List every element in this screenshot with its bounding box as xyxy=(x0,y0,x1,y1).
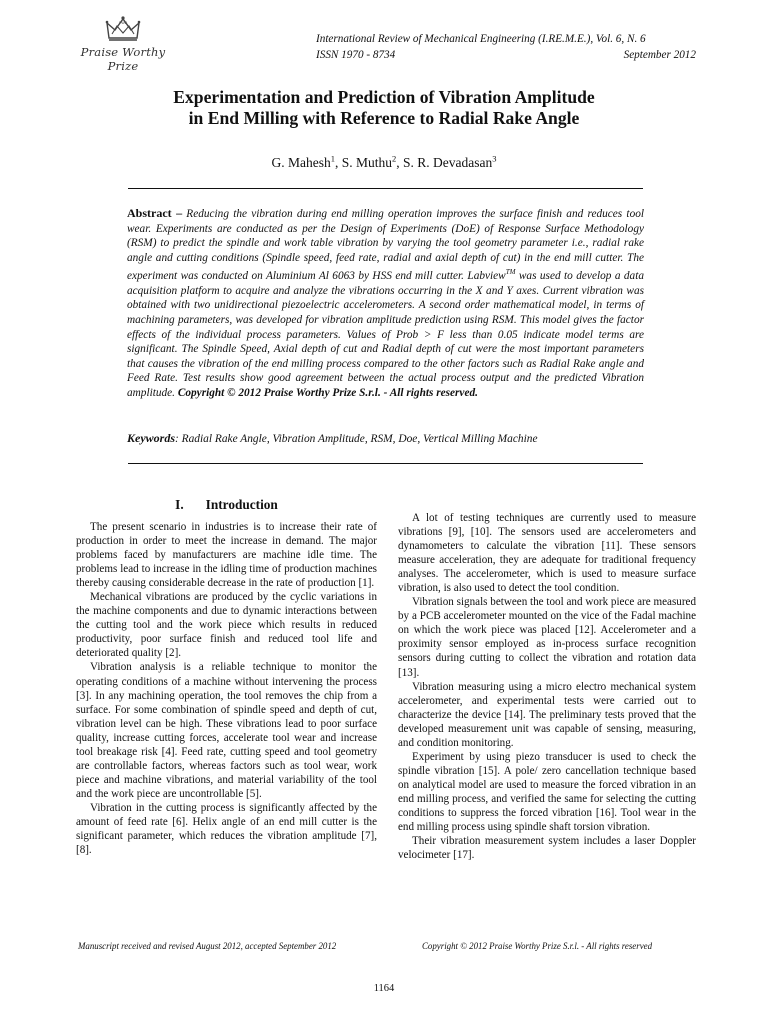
journal-line: International Review of Mechanical Engineering (I.RE.M.E.), Vol. 6, N. 6 xyxy=(316,33,646,45)
left-column xyxy=(76,520,377,857)
footer-copyright: Copyright © 2012 Praise Worthy Prize S.r.l. - All rights reserved xyxy=(422,941,653,951)
paragraph: Experiment by using piezo transducer is used to check the spindle vibration [15]. A pole/ zero cancellation technique based on analytical model are used to measure the forced vibration in an end milling process, and verified the same for selecting the cutting conditions to suppress the forced vibration [16]. Tool wear in the end milling process using spindle shaft torsion vibration. xyxy=(398,750,696,834)
keywords xyxy=(127,431,644,446)
title-line-1: Experimentation and Prediction of Vibration Amplitude xyxy=(173,87,595,107)
paragraph: Vibration measuring using a micro electro mechanical system accelerometer, and experimental tests were carried out to characterize the device [14]. The preliminary tests proved that the developed measurement unit was capable of sensing, measuring, and condition monitoring. xyxy=(398,680,696,749)
paragraph: A lot of testing techniques are currently used to measure vibrations [9], [10]. The sensors used are accelerometers and dynamometers to calculate the vibration [11]. These sensors measure acceleration, they are adequate for traditional frequency analyses. The accelerometer, which is used to measure surface vibration, is also used to detect the tool condition. xyxy=(398,512,696,595)
logo-badge: PWP xyxy=(119,21,127,25)
paragraph: Their vibration measurement system includes a laser Doppler velocimeter [17]. xyxy=(398,835,696,862)
abstract-label: Abstract – xyxy=(127,206,183,220)
keywords-text: : Radial Rake Angle, Vibration Amplitude, RSM, Doe, Vertical Milling Machine xyxy=(175,433,538,445)
author: G. Mahesh$^1$, xyxy=(271,153,342,170)
author: S. Muthu$^2$, xyxy=(341,153,404,170)
section-number: I. xyxy=(175,497,184,512)
author-list xyxy=(110,153,658,171)
title-line-2: in End Milling with Reference to Radial Rake Angle xyxy=(188,108,580,128)
section-title: Introduction xyxy=(205,497,278,512)
paragraph: Vibration in the cutting process is significantly affected by the amount of feed rate [6]. Helix angle of an end mill cutter is the significant parameter, which reduces the vibration amplitude [7], [8]. xyxy=(76,801,377,857)
paper-title xyxy=(110,87,658,129)
issn: ISSN 1970 - 8734 xyxy=(316,49,396,61)
crown-logo-icon xyxy=(103,14,143,44)
abstract-copyright: Copyright © 2012 Praise Worthy Prize S.r.l. - All rights reserved. xyxy=(177,386,478,399)
issue-date: September 2012 xyxy=(623,49,696,61)
abstract xyxy=(127,206,644,400)
author: S. R. Devadasan$^3$ xyxy=(403,153,497,170)
divider-top xyxy=(128,188,643,189)
right-column xyxy=(398,511,696,862)
journal-header xyxy=(316,31,696,63)
page-number: 1164 xyxy=(373,983,395,994)
paragraph: Mechanical vibrations are produced by the cyclic variations in the machine components and due to dynamic interactions between the cutting tool and the work piece which results in reduced productivity, poor surface finish and reduced tool life and deteriorated quality [2]. xyxy=(76,591,377,660)
paragraph: The present scenario in industries is to increase their rate of production in order to meet the increase in demand. The major problems faced by manufacturers are machine idle time. The problems lead to increase in the idling time of production machines thereby causing considerable decrease in the rate of production [1]. xyxy=(76,521,377,590)
paragraph: Vibration analysis is a reliable technique to monitor the operating conditions of a machine without intervening the process [3]. In any machining operation, the tool removes the chip from a surface. For some combination of spindle speed and depth of cut, vibration level can be high. These vibrations lead to poor surface quality, increase cutting forces, accelerate tool wear and increase tool breakage risk [4]. Feed rate, cutting speed and tool geometry are controllable factors, whereas factors such as tool wear, work piece and machine vibrations, and material variability of the tool and the work piece are uncontrollable [5]. xyxy=(76,661,377,800)
publisher-logo xyxy=(78,14,168,73)
keywords-label: Keywords xyxy=(127,431,175,445)
paragraph: Vibration signals between the tool and work piece are measured by a PCB accelerometer mounted on the vice of the Fadal machine on which the work piece was placed [12]. Accelerometer and a proximity sensor employed as in-process surface recognition sensors during cutting to collect the vibration and rotation data [13]. xyxy=(398,596,696,679)
section-heading xyxy=(76,497,377,513)
abstract-text: Reducing the vibration during end milling operation improves the surface finish and reduces tool wear. Experiments are conducted as per the Design of Experiments (DoE) of Response Surface Methodology (RSM) to predict the spindle and work table vibration by varying the tool geometry parameter i.e., radial rake angle and cutting conditions (Spindle speed, feed rate, radial and axial depth of cut) in the end mill cutter. The experiment was conducted on Aluminium Al 6063 by HSS end mill cutter. Labview™ was used to develop a data acquisition platform to acquire and analyze the vibrations occurring in the X and Y axes. Current vibration was obtained with two unidirectional piezoelectric accelerometers. A second order mathematical model, in terms of machining parameters, was developed for vibration amplitude prediction using RSM. This model gives the factor effects of the individual process parameters. Values of Prob > F less than 0.05 indicate model terms are significant. The Spindle Speed, Axial depth of cut and Radial depth of cut were the most important parameters that causes the vibration of the end milling process compared to the other factors such as Radial Rake angle and Feed Rate. Test results show good agreement between the actual process output and the predicted Vibration amplitude. xyxy=(127,208,645,399)
manuscript-note: Manuscript received and revised August 2012, accepted September 2012 xyxy=(78,941,337,951)
publisher-name: Praise Worthy Prize xyxy=(80,45,166,73)
divider-bottom xyxy=(128,463,643,464)
